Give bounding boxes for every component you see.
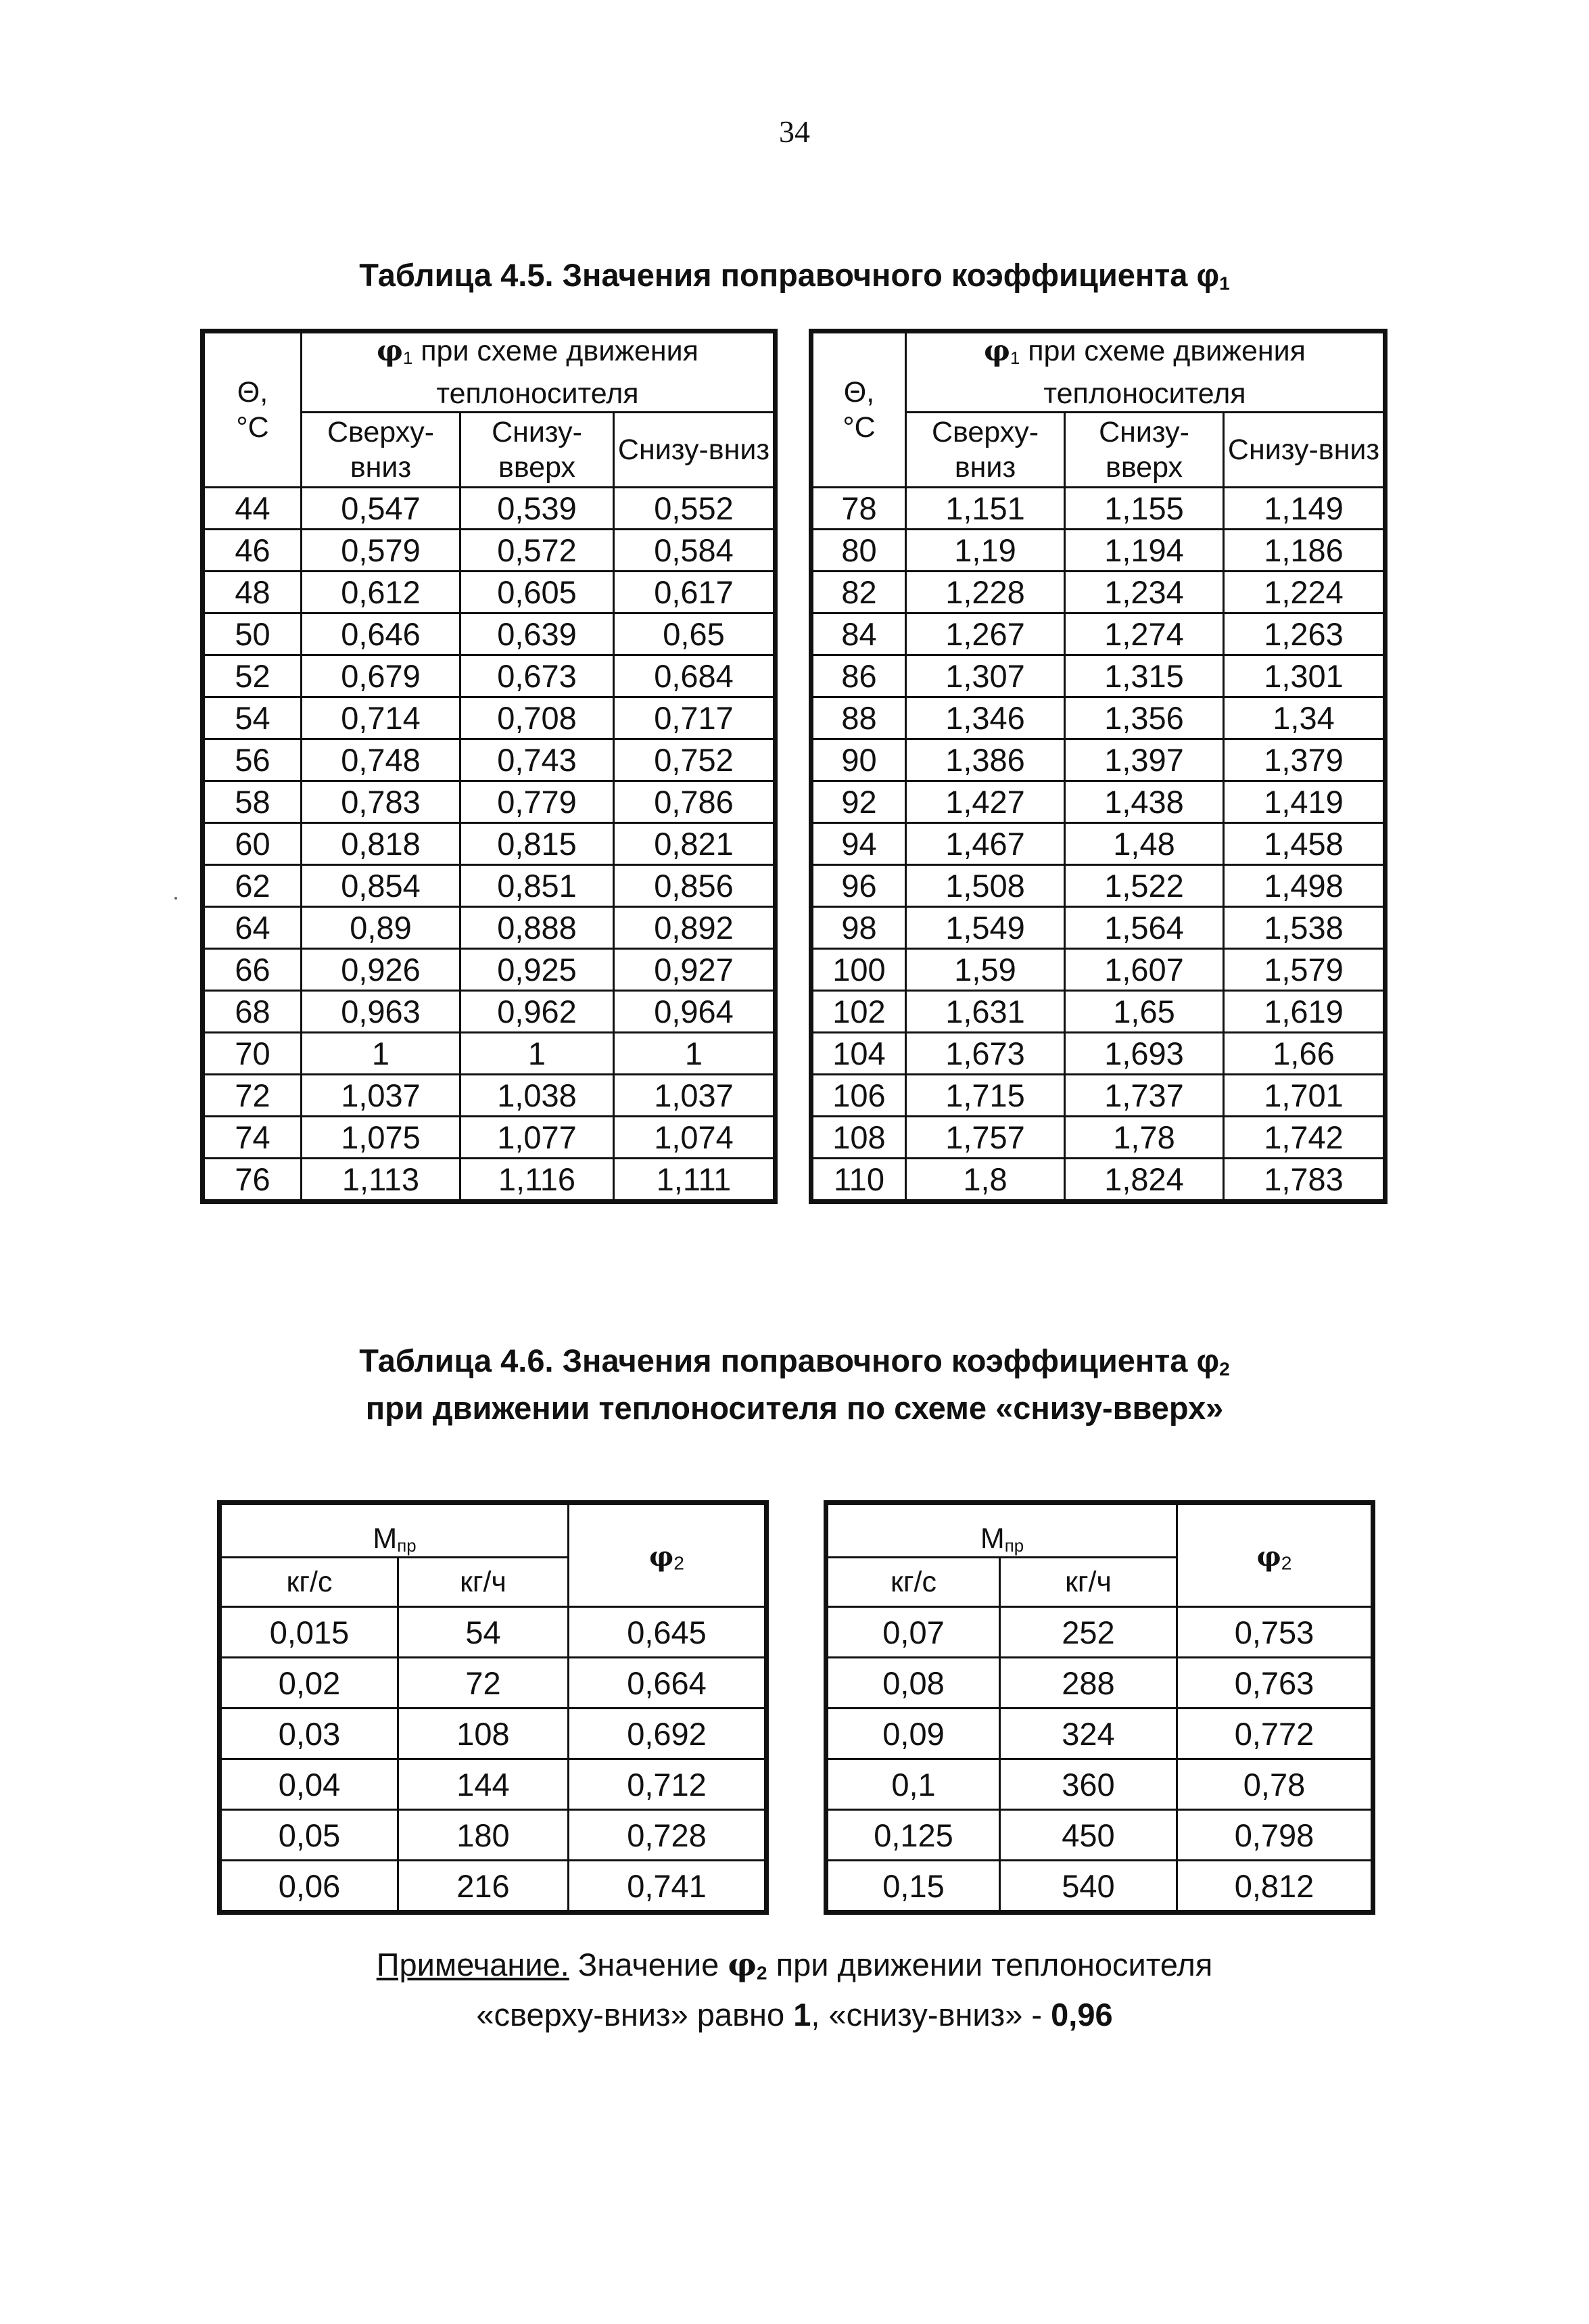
table-cell: 252 — [1000, 1607, 1177, 1658]
unit-kgs-header: кг/с — [221, 1558, 398, 1607]
table-cell: 1,228 — [906, 572, 1065, 613]
theta-header: Θ, °С — [813, 333, 906, 488]
table-cell: 0,963 — [302, 991, 460, 1033]
table-cell: 0,962 — [460, 991, 614, 1033]
table-cell: 88 — [813, 697, 906, 739]
table-cell: 0,854 — [302, 865, 460, 907]
table-cell: 1,8 — [906, 1159, 1065, 1201]
table-row — [204, 697, 774, 739]
table-cell: 0,89 — [302, 907, 460, 949]
table-cell: 66 — [204, 949, 302, 991]
table-cell: 1,149 — [1224, 488, 1384, 530]
table-cell: 1,467 — [906, 823, 1065, 865]
table-cell: 1,701 — [1224, 1075, 1384, 1117]
table-cell: 0,547 — [302, 488, 460, 530]
table-cell: 1,037 — [614, 1075, 774, 1117]
table-cell: 1,48 — [1065, 823, 1224, 865]
table-row — [813, 781, 1384, 823]
table-cell: 1,508 — [906, 865, 1065, 907]
unit-kgh-header: кг/ч — [398, 1558, 569, 1607]
table-cell: 0,728 — [569, 1810, 765, 1861]
table-cell: 0,1 — [828, 1759, 1000, 1810]
table-cell: 0,04 — [221, 1759, 398, 1810]
table-cell: 1,274 — [1065, 613, 1224, 655]
table-row — [813, 1033, 1384, 1075]
table-cell: 0,684 — [614, 655, 774, 697]
table-cell: 0,856 — [614, 865, 774, 907]
table-cell: 0,743 — [460, 739, 614, 781]
table-cell: 0,539 — [460, 488, 614, 530]
table-cell: 0,572 — [460, 530, 614, 572]
table-cell: 0,09 — [828, 1709, 1000, 1759]
unit-kgs-header: кг/с — [828, 1558, 1000, 1607]
table-row — [221, 1861, 765, 1911]
col-header-bottom-down: Снизу-вниз — [1224, 413, 1384, 488]
table-cell: 1,783 — [1224, 1159, 1384, 1201]
table-cell: 90 — [813, 739, 906, 781]
table-cell: 1,549 — [906, 907, 1065, 949]
table-cell: 1,075 — [302, 1117, 460, 1159]
table-cell: 1,824 — [1065, 1159, 1224, 1201]
table-4-6-caption: Таблица 4.6. Значения поправочного коэффициента $\varphi_2$ при движении теплоносителя по схеме «снизу-вверх» — [359, 1343, 1230, 1426]
table-cell: 1,737 — [1065, 1075, 1224, 1117]
table-cell: 96 — [813, 865, 906, 907]
table-row — [204, 781, 774, 823]
col-header-top-down: Сверху-вниз — [906, 413, 1065, 488]
table-cell: 0,888 — [460, 907, 614, 949]
table-cell: 0,964 — [614, 991, 774, 1033]
table-cell: 0,552 — [614, 488, 774, 530]
table-cell: 1,438 — [1065, 781, 1224, 823]
table-cell: 0,798 — [1177, 1810, 1372, 1861]
table-cell: 0,786 — [614, 781, 774, 823]
table-cell: 1,356 — [1065, 697, 1224, 739]
table-cell: 1,673 — [906, 1033, 1065, 1075]
scan-speck — [174, 897, 177, 900]
table-cell: 0,612 — [302, 572, 460, 613]
table-cell: 1 — [614, 1033, 774, 1075]
table-row — [813, 823, 1384, 865]
table-cell: 1,458 — [1224, 823, 1384, 865]
table-cell: 86 — [813, 655, 906, 697]
table-row — [813, 697, 1384, 739]
col-header-top-down: Сверху-вниз — [302, 413, 460, 488]
table-row — [828, 1658, 1372, 1709]
table-row — [813, 1075, 1384, 1117]
table-cell: 450 — [1000, 1810, 1177, 1861]
table-cell: 92 — [813, 781, 906, 823]
table-4-5-caption: Таблица 4.5. Значения поправочного коэффициента $\varphi_1$ — [359, 257, 1230, 294]
table-row — [204, 613, 774, 655]
table-cell: 1,346 — [906, 697, 1065, 739]
table-cell: 1 — [302, 1033, 460, 1075]
table-cell: 74 — [204, 1117, 302, 1159]
table-cell: 54 — [398, 1607, 569, 1658]
table-row — [204, 488, 774, 530]
table-cell: 1,66 — [1224, 1033, 1384, 1075]
table-cell: 0,779 — [460, 781, 614, 823]
table-cell: 1,715 — [906, 1075, 1065, 1117]
mass-flow-header: $М_{пр}$ — [221, 1504, 569, 1558]
table-cell: 540 — [1000, 1861, 1177, 1911]
table-cell: 0,753 — [1177, 1607, 1372, 1658]
table-4-6-right — [826, 1503, 1373, 1912]
table-cell: 1,038 — [460, 1075, 614, 1117]
table-cell: 0,752 — [614, 739, 774, 781]
table-cell: 1,631 — [906, 991, 1065, 1033]
table-row — [204, 739, 774, 781]
table-cell: 1,498 — [1224, 865, 1384, 907]
table-cell: 1,234 — [1065, 572, 1224, 613]
table-row — [813, 655, 1384, 697]
table-cell: 68 — [204, 991, 302, 1033]
mass-flow-header: $М_{пр}$ — [828, 1504, 1177, 1558]
table-row — [204, 1159, 774, 1201]
table-cell: 1,315 — [1065, 655, 1224, 697]
table-cell: 0,851 — [460, 865, 614, 907]
table-cell: 0,125 — [828, 1810, 1000, 1861]
table-cell: 102 — [813, 991, 906, 1033]
table-row — [813, 572, 1384, 613]
theta-header: Θ, °С — [204, 333, 302, 488]
table-cell: 106 — [813, 1075, 906, 1117]
table-row — [221, 1759, 765, 1810]
table-4-5-left — [203, 331, 775, 1201]
phi1-group-header: $\varphi_1$ при схеме движения теплоносителя — [302, 333, 774, 413]
table-cell: 64 — [204, 907, 302, 949]
table-cell: 46 — [204, 530, 302, 572]
table-row — [828, 1607, 1372, 1658]
table-cell: 94 — [813, 823, 906, 865]
table-cell: 0,925 — [460, 949, 614, 991]
table-cell: 0,821 — [614, 823, 774, 865]
table-cell: 1,419 — [1224, 781, 1384, 823]
page-number: 34 — [779, 114, 810, 149]
col-header-bottom-up: Снизу-вверх — [1065, 413, 1224, 488]
table-cell: 0,818 — [302, 823, 460, 865]
table-cell: 1,742 — [1224, 1117, 1384, 1159]
table-cell: 0,714 — [302, 697, 460, 739]
table-cell: 1,037 — [302, 1075, 460, 1117]
table-cell: 324 — [1000, 1709, 1177, 1759]
table-cell: 104 — [813, 1033, 906, 1075]
table-cell: 0,03 — [221, 1709, 398, 1759]
table-cell: 0,763 — [1177, 1658, 1372, 1709]
col-header-bottom-down: Снизу-вниз — [614, 413, 774, 488]
note: Примечание. Значение $\varphi_2$ при движении теплоносителя «сверху-вниз» равно 1, «снизу-вниз» - 0,96 — [376, 1947, 1213, 2032]
table-row — [204, 823, 774, 865]
table-row — [204, 1033, 774, 1075]
table-row — [204, 865, 774, 907]
table-row — [828, 1810, 1372, 1861]
table-cell: 1,186 — [1224, 530, 1384, 572]
table-cell: 0,927 — [614, 949, 774, 991]
table-cell: 0,673 — [460, 655, 614, 697]
table-cell: 1,579 — [1224, 949, 1384, 991]
table-cell: 76 — [204, 1159, 302, 1201]
table-row — [813, 1117, 1384, 1159]
table-cell: 216 — [398, 1861, 569, 1911]
table-cell: 0,15 — [828, 1861, 1000, 1911]
table-cell: 1,263 — [1224, 613, 1384, 655]
phi1-group-header: $\varphi_1$ при схеме движения теплоносителя — [906, 333, 1384, 413]
table-cell: 288 — [1000, 1658, 1177, 1709]
table-row — [813, 907, 1384, 949]
table-row — [221, 1607, 765, 1658]
table-cell: 72 — [204, 1075, 302, 1117]
table-cell: 56 — [204, 739, 302, 781]
table-cell: 0,08 — [828, 1658, 1000, 1709]
table-row — [204, 907, 774, 949]
table-cell: 1,155 — [1065, 488, 1224, 530]
table-row — [221, 1709, 765, 1759]
table-cell: 0,645 — [569, 1607, 765, 1658]
table-cell: 0,06 — [221, 1861, 398, 1911]
table-cell: 0,692 — [569, 1709, 765, 1759]
table-row — [813, 1159, 1384, 1201]
table-cell: 360 — [1000, 1759, 1177, 1810]
table-cell: 72 — [398, 1658, 569, 1709]
table-row — [813, 739, 1384, 781]
phi2-header: $\varphi_2$ — [569, 1504, 765, 1607]
table-cell: 0,015 — [221, 1607, 398, 1658]
table-cell: 0,815 — [460, 823, 614, 865]
table-cell: 1,077 — [460, 1117, 614, 1159]
table-cell: 0,892 — [614, 907, 774, 949]
table-row — [813, 949, 1384, 991]
table-row — [813, 991, 1384, 1033]
table-cell: 0,772 — [1177, 1709, 1372, 1759]
table-cell: 44 — [204, 488, 302, 530]
table-cell: 0,78 — [1177, 1759, 1372, 1810]
table-row — [204, 530, 774, 572]
table-row — [813, 530, 1384, 572]
table-cell: 1,301 — [1224, 655, 1384, 697]
table-row — [204, 572, 774, 613]
table-cell: 1,564 — [1065, 907, 1224, 949]
table-cell: 1,619 — [1224, 991, 1384, 1033]
table-cell: 0,605 — [460, 572, 614, 613]
table-row — [204, 655, 774, 697]
table-cell: 80 — [813, 530, 906, 572]
table-cell: 1,379 — [1224, 739, 1384, 781]
table-cell: 54 — [204, 697, 302, 739]
table-row — [204, 991, 774, 1033]
table-cell: 0,07 — [828, 1607, 1000, 1658]
table-cell: 1,074 — [614, 1117, 774, 1159]
table-cell: 1,34 — [1224, 697, 1384, 739]
table-cell: 0,708 — [460, 697, 614, 739]
table-cell: 1,538 — [1224, 907, 1384, 949]
table-cell: 0,679 — [302, 655, 460, 697]
table-cell: 0,741 — [569, 1861, 765, 1911]
table-4-5-right — [811, 331, 1385, 1201]
table-cell: 0,783 — [302, 781, 460, 823]
table-cell: 62 — [204, 865, 302, 907]
table-cell: 0,712 — [569, 1759, 765, 1810]
table-cell: 0,639 — [460, 613, 614, 655]
table-cell: 50 — [204, 613, 302, 655]
table-cell: 1,607 — [1065, 949, 1224, 991]
table-cell: 82 — [813, 572, 906, 613]
table-row — [204, 949, 774, 991]
table-cell: 0,617 — [614, 572, 774, 613]
table-cell: 110 — [813, 1159, 906, 1201]
table-row — [828, 1709, 1372, 1759]
col-header-bottom-up: Снизу-вверх — [460, 413, 614, 488]
table-cell: 60 — [204, 823, 302, 865]
table-cell: 1,386 — [906, 739, 1065, 781]
table-cell: 0,812 — [1177, 1861, 1372, 1911]
table-row — [221, 1658, 765, 1709]
table-row — [828, 1861, 1372, 1911]
table-cell: 100 — [813, 949, 906, 991]
table-cell: 52 — [204, 655, 302, 697]
table-cell: 1,111 — [614, 1159, 774, 1201]
table-row — [828, 1759, 1372, 1810]
table-cell: 70 — [204, 1033, 302, 1075]
table-cell: 0,579 — [302, 530, 460, 572]
table-cell: 0,717 — [614, 697, 774, 739]
note-label: Примечание. — [376, 1947, 569, 1982]
table-cell: 1,59 — [906, 949, 1065, 991]
table-cell: 1,65 — [1065, 991, 1224, 1033]
table-cell: 1,78 — [1065, 1117, 1224, 1159]
table-cell: 108 — [398, 1709, 569, 1759]
table-cell: 0,05 — [221, 1810, 398, 1861]
table-row — [813, 865, 1384, 907]
table-cell: 0,664 — [569, 1658, 765, 1709]
table-4-6-left — [220, 1503, 766, 1912]
table-cell: 0,584 — [614, 530, 774, 572]
table-cell: 0,65 — [614, 613, 774, 655]
table-cell: 1,397 — [1065, 739, 1224, 781]
table-row — [204, 1117, 774, 1159]
table-cell: 78 — [813, 488, 906, 530]
table-cell: 1,267 — [906, 613, 1065, 655]
table-cell: 84 — [813, 613, 906, 655]
table-cell: 108 — [813, 1117, 906, 1159]
table-cell: 0,926 — [302, 949, 460, 991]
table-cell: 0,748 — [302, 739, 460, 781]
table-cell: 1,19 — [906, 530, 1065, 572]
table-cell: 1,522 — [1065, 865, 1224, 907]
phi2-header: $\varphi_2$ — [1177, 1504, 1372, 1607]
table-cell: 1,757 — [906, 1117, 1065, 1159]
table-cell: 48 — [204, 572, 302, 613]
table-cell: 1,113 — [302, 1159, 460, 1201]
table-cell: 1,693 — [1065, 1033, 1224, 1075]
table-cell: 1 — [460, 1033, 614, 1075]
table-cell: 98 — [813, 907, 906, 949]
table-row — [813, 488, 1384, 530]
table-cell: 1,194 — [1065, 530, 1224, 572]
table-cell: 180 — [398, 1810, 569, 1861]
table-cell: 1,427 — [906, 781, 1065, 823]
table-row — [813, 613, 1384, 655]
table-cell: 1,151 — [906, 488, 1065, 530]
unit-kgh-header: кг/ч — [1000, 1558, 1177, 1607]
table-cell: 144 — [398, 1759, 569, 1810]
table-cell: 1,224 — [1224, 572, 1384, 613]
table-cell: 1,307 — [906, 655, 1065, 697]
table-cell: 0,646 — [302, 613, 460, 655]
table-cell: 58 — [204, 781, 302, 823]
table-cell: 0,02 — [221, 1658, 398, 1709]
table-row — [204, 1075, 774, 1117]
table-cell: 1,116 — [460, 1159, 614, 1201]
table-row — [221, 1810, 765, 1861]
